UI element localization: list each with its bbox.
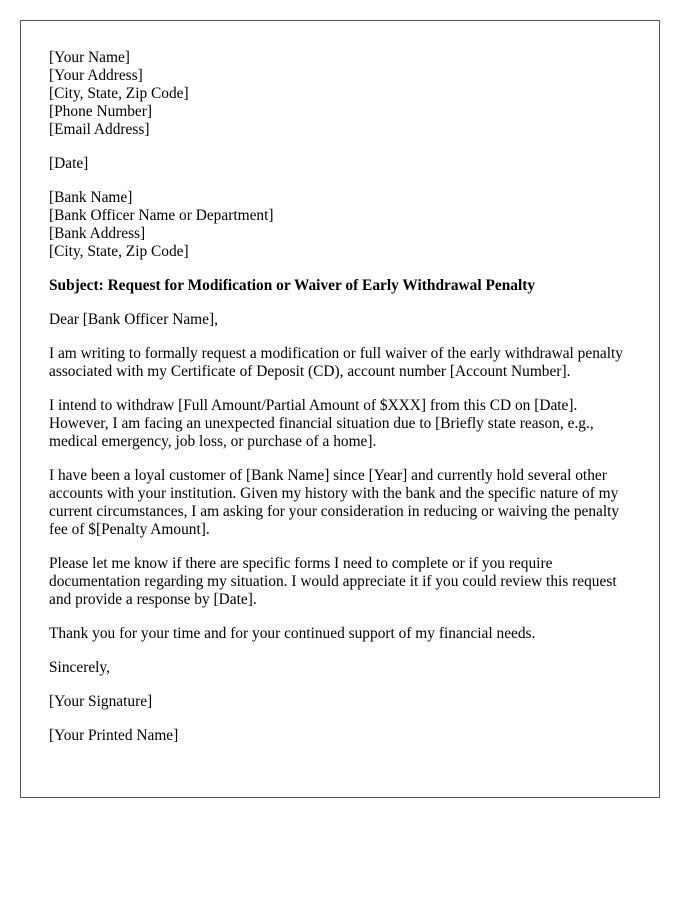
closing: Sincerely, xyxy=(49,659,110,676)
sender-name: [Your Name] xyxy=(49,49,130,66)
body-paragraph: Please let me know if there are specific forms I need to complete or if you require documentation regarding my situation. I would appreciate it if you could review this request and provide a response by [Date]. xyxy=(49,555,617,608)
sender-phone: [Phone Number] xyxy=(49,103,153,120)
recipient-block xyxy=(49,189,631,261)
body-paragraph: Thank you for your time and for your continued support of my financial needs. xyxy=(49,625,536,642)
recipient-officer: [Bank Officer Name or Department] xyxy=(49,207,274,224)
printed-name: [Your Printed Name] xyxy=(49,727,179,744)
date-block xyxy=(49,155,631,173)
body-paragraph: I have been a loyal customer of [Bank Name] since [Year] and currently hold several other accounts with your institution. Given my history with the bank and the specific nature of my current circumstances, I am asking for your consideration in reducing or waiving the penalty fee of $[Penalty Amount]. xyxy=(49,467,620,538)
sender-block xyxy=(49,49,631,139)
recipient-bank-name: [Bank Name] xyxy=(49,189,133,206)
recipient-address: [Bank Address] xyxy=(49,225,146,242)
letter-page xyxy=(20,20,660,798)
letter-date: [Date] xyxy=(49,155,89,172)
sender-address: [Your Address] xyxy=(49,67,143,84)
salutation: Dear [Bank Officer Name], xyxy=(49,311,218,328)
sender-city-state-zip: [City, State, Zip Code] xyxy=(49,85,189,102)
recipient-city-state-zip: [City, State, Zip Code] xyxy=(49,243,189,260)
signature: [Your Signature] xyxy=(49,693,153,710)
body-paragraph: I am writing to formally request a modification or full waiver of the early withdrawal penalty associated with my Certificate of Deposit (CD), account number [Account Number]. xyxy=(49,345,623,380)
subject-line: Subject: Request for Modification or Waiver of Early Withdrawal Penalty xyxy=(49,277,536,294)
body-paragraph: I intend to withdraw [Full Amount/Partial Amount of $XXX] from this CD on [Date]. However, I am facing an unexpected financial situation due to [Briefly state reason, e.g., medical emergency, job loss, or purchase of a home]. xyxy=(49,397,594,450)
sender-email: [Email Address] xyxy=(49,121,150,138)
